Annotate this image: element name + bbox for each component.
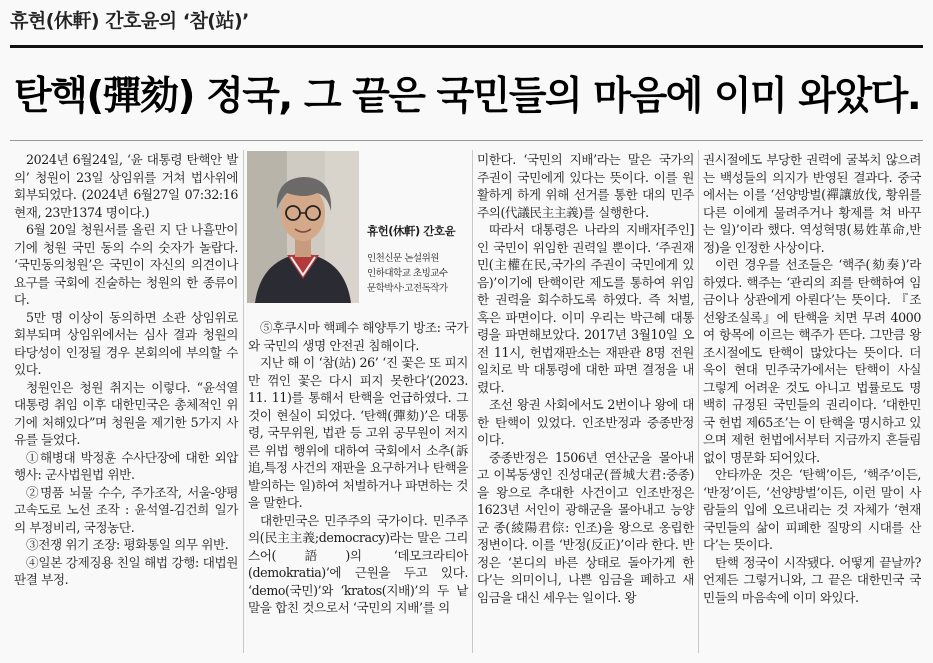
article-column-3 bbox=[477, 151, 694, 606]
paragraph: 중종반정은 1506년 연산군을 몰아내고 이복동생인 진성대군(晉城大君:중종)을 왕으로 추대한 사건이고 인조반정은 1623년 서인이 광해군을 몰아내고 능양군 종(綾陽君倧: 인조)을 왕으로 옹립한 정변이다. 이를 ‘반정(反正)’이라 한다. 반정은 ‘본디의 바른 상태로 돌아가게 한다’는 의미이니, 나쁜 임금을 폐하고 새 임금을 대신 세우는 일이다. 왕 bbox=[477, 449, 694, 605]
paragraph: 5만 명 이상이 동의하면 소관 상임위로 회부되며 상임위에서는 심사 결과 청원의 타당성이 인정될 경우 본회의에 부의할 수 있다. bbox=[14, 309, 238, 377]
paragraph: 권시절에도 부당한 권력에 굴복치 않으려는 백성들의 의지가 반영된 결과다. 중국에서는 이를 ‘선양방벌(禪讓放伐, 황위를 다른 이에게 물려주거나 황제를 쳐 바꾸는 일)’이라 했다. 역성혁명(易姓革命,반정)을 인정한 사상이다. bbox=[703, 152, 921, 255]
author-box bbox=[247, 151, 468, 307]
column-label: 휴현(休軒) 간호윤의 ‘참(站)’ bbox=[10, 10, 249, 32]
headline: 탄핵(彈劾) 정국, 그 끝은 국민들의 마음에 이미 와았다. bbox=[14, 74, 921, 119]
paragraph: 따라서 대통령은 나라의 지배자[주인]인 국민이 위임한 권력일 뿐이다. ‘주권재민(主權在民,국가의 주권이 국민에게 있음)’이기에 탄핵이란 제도를 통하여 위임한 권력을 회수하도록 하였다. 즉 처벌, 혹은 파면이다. 이미 우리는 박근혜 대통령을 파면해보았다. 2017년 3월10일 오전 11시, 헌법재판소는 재판관 8명 전원 일치로 박 대통령에 대한 파면 결정을 내렸다. bbox=[477, 222, 694, 395]
paragraph: 지난 해 이 ‘참(站) 26’ ‘진 꽃은 또 피지만 꺾인 꽃은 다시 피지 못한다’(2023. 11. 11)를 통해서 탄핵을 언급하였다. 그것이 현실이 되었다. ‘탄핵(彈劾)’은 대통령, 국무위원, 법관 등 고위 공무원이 저지른 위법 행위에 대하여 국회에서 소추(訴追,특정 사건의 재판을 요구하거나 탄핵을 발의하는 일)하여 처벌하거나 파면하는 것을 말한다. bbox=[248, 355, 468, 510]
column-divider bbox=[698, 150, 699, 653]
paragraph: 탄핵 정국이 시작됐다. 어떻게 끝날까? 언제든 그렇거니와, 그 끝은 대한민국 국민들의 마음속에 이미 와있다. bbox=[703, 554, 921, 605]
article-column-2 bbox=[248, 319, 468, 617]
paragraph: 대한민국은 민주주의 국가이다. 민주주의(民主主義;democracy)라는 말은 그리스어(語)의 ‘데모크라티아(demokratia)’에 근원을 두고 있다. ‘demo(국민)’와 ‘kratos(지배)’의 두 낱말을 합친 것으로서 ‘국민의 지배’를 의 bbox=[248, 512, 468, 615]
top-rule bbox=[10, 45, 923, 48]
author-portrait-image bbox=[247, 151, 359, 303]
article-column-1 bbox=[14, 151, 238, 589]
column-divider bbox=[243, 150, 244, 653]
paragraph: 안타까운 것은 ‘탄핵’이든, ‘핵주’이든, ‘반정’이든, ‘선양방벌’이든, 이런 말이 사람들의 입에 오르내리는 것 자체가 ‘현재 국민들의 삶이 피폐한 질망의 시대를 산다’는 뜻이다. bbox=[703, 467, 921, 552]
author-role: 인하대학교 초빙교수 bbox=[367, 268, 448, 279]
author-name: 휴헌(休軒) 간호윤 bbox=[367, 224, 456, 238]
paragraph: ③전쟁 위기 조장: 평화통일 의무 위반. bbox=[26, 537, 229, 552]
paragraph: 이런 경우를 선조들은 ‘핵주(劾奏)’라 하였다. 핵주는 ‘관리의 죄를 탄핵하여 임금이나 상관에게 아뢴다’는 뜻이다. 『조선왕조실록』에 탄핵을 치면 무려 4000여 항목에 이르는 핵주가 뜬다. 그만큼 왕조시절에도 탄핵이 많았다는 뜻이다. 더욱이 현대 민주국가에서는 탄핵이 사실 그렇게 어려운 것도 아니고 법률로도 명백히 규정된 국민들의 권리이다. ‘대한민국 헌법 제65조’는 이 탄핵을 명시하고 있으며 제헌 헌법에서부터 지금까지 흔들림 없이 명문화 되어있다. bbox=[703, 257, 921, 465]
paragraph: 조선 왕권 사회에서도 2번이나 왕에 대한 탄핵이 있었다. 인조반정과 중종반정이다. bbox=[477, 397, 694, 447]
paragraph: ⑤후쿠시마 핵폐수 해양투기 방조: 국가와 국민의 생명 안전권 침해이다. bbox=[248, 320, 468, 353]
paragraph: ②명품 뇌물 수수, 주가조작, 서울-양평 고속도로 노선 조작 : 윤석열-김건희 일가의 부정비리, 국정농단. bbox=[14, 484, 238, 535]
author-photo bbox=[247, 151, 359, 303]
author-byline bbox=[367, 223, 467, 296]
paragraph: 청원인은 청원 취지는 이렇다. “윤석열 대통령 취임 이후 대한민국은 총체적인 위기에 처해있다”며 청원을 제기한 5가지 사유를 들었다. bbox=[14, 379, 238, 447]
author-role: 인천신문 논설위원 bbox=[367, 253, 439, 264]
paragraph: ①해병대 박정훈 수사단장에 대한 외압 행사: 군사법원법 위반. bbox=[14, 449, 238, 482]
article-column-4 bbox=[703, 151, 921, 606]
paragraph: 2024년 6월24일, ‘윤 대통령 탄핵안 발의’ 청원이 23일 상임위를 거쳐 법사위에 회부되었다. (2024년 6월27일 07:32:16 현재, 23만1374 명이다.) bbox=[14, 152, 238, 220]
paragraph: 미한다. ‘국민의 지배’라는 말은 국가의 주권이 국민에게 있다는 뜻이다. 이를 원활하게 하게 위해 선거를 통한 대의 민주주의(代議民主主義)를 실행한다. bbox=[477, 152, 694, 220]
author-role: 문학박사·고전독작가 bbox=[367, 283, 448, 294]
column-divider bbox=[472, 150, 473, 653]
sub-rule bbox=[10, 140, 923, 141]
paragraph: 6월 20일 청원서를 올린 지 단 나흘만이기에 청원 국민 동의 수의 숫자가 놀랍다. ‘국민동의청원’은 국민이 자신의 의견이나 요구를 국회에 진술하는 청원의 한 종류이다. bbox=[14, 222, 238, 307]
paragraph: ④일본 강제징용 친일 해법 강행: 대법원 판결 부정. bbox=[14, 554, 238, 587]
